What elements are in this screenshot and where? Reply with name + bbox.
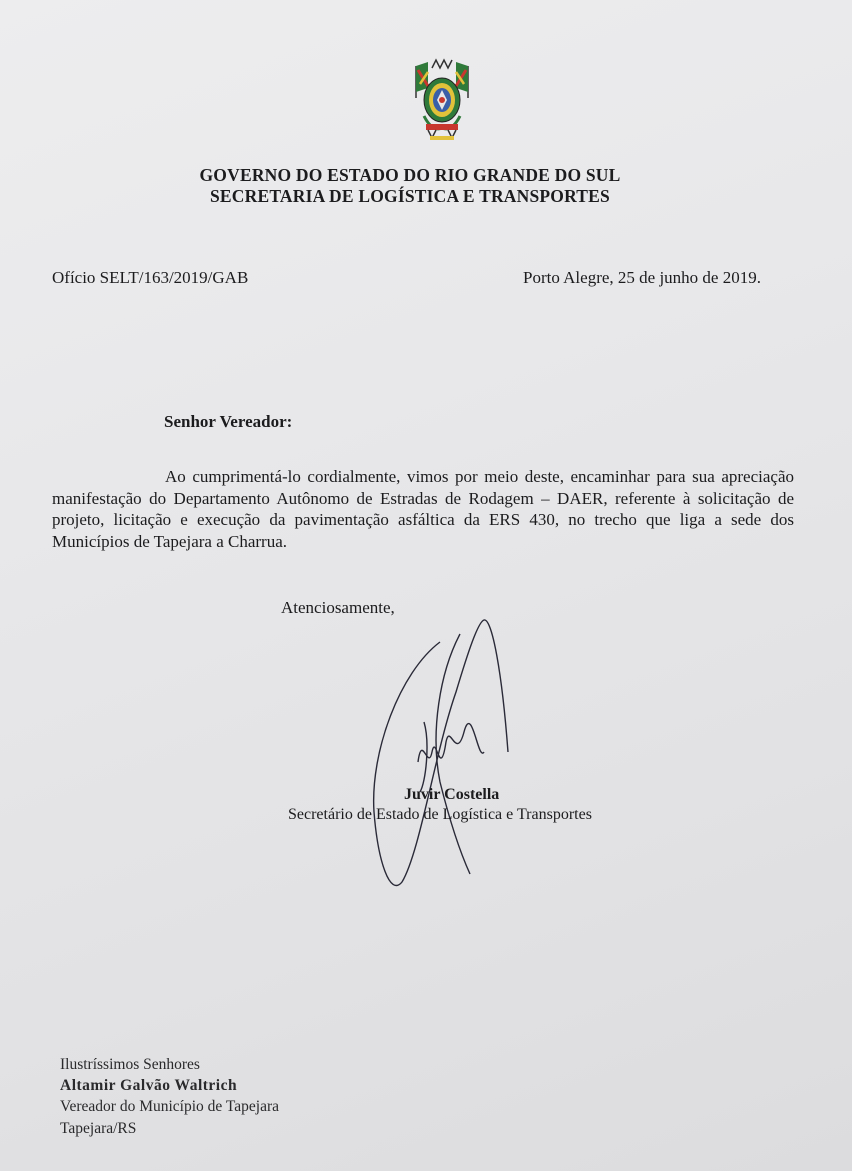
addressee-city: Tapejara/RS	[60, 1120, 137, 1137]
letterhead-government: GOVERNO DO ESTADO DO RIO GRANDE DO SUL	[199, 165, 621, 185]
coat-of-arms-icon	[406, 58, 478, 144]
addressee-role: Vereador do Município de Tapejara	[60, 1098, 279, 1115]
letterhead-secretariat: SECRETARIA DE LOGÍSTICA E TRANSPORTES	[209, 186, 610, 206]
document-date: Porto Alegre, 25 de junho de 2019.	[523, 268, 761, 287]
signatory-role: Secretário de Estado de Logística e Transportes	[288, 806, 592, 823]
signature-icon	[360, 612, 540, 897]
addressee-greeting: Ilustríssimos Senhores	[60, 1056, 200, 1073]
salutation: Senhor Vereador:	[164, 412, 293, 431]
document-number: Ofício SELT/163/2019/GAB	[52, 268, 249, 287]
signatory-name: Juvir Costella	[404, 786, 500, 803]
addressee-name: Altamir Galvão Waltrich	[60, 1077, 238, 1094]
closing: Atenciosamente,	[281, 598, 395, 617]
letter-body: Ao cumprimentá-lo cordialmente, vimos por meio deste, encaminhar para sua apreciação manifestação do Departamento Autônomo de Estradas de Rodagem – DAER, referente à solicitação de projeto, licitação e execução da pavimentação asfáltica da ERS 430, no trecho que liga a sede dos Municípios de Tapejara a Charrua.	[52, 467, 794, 551]
